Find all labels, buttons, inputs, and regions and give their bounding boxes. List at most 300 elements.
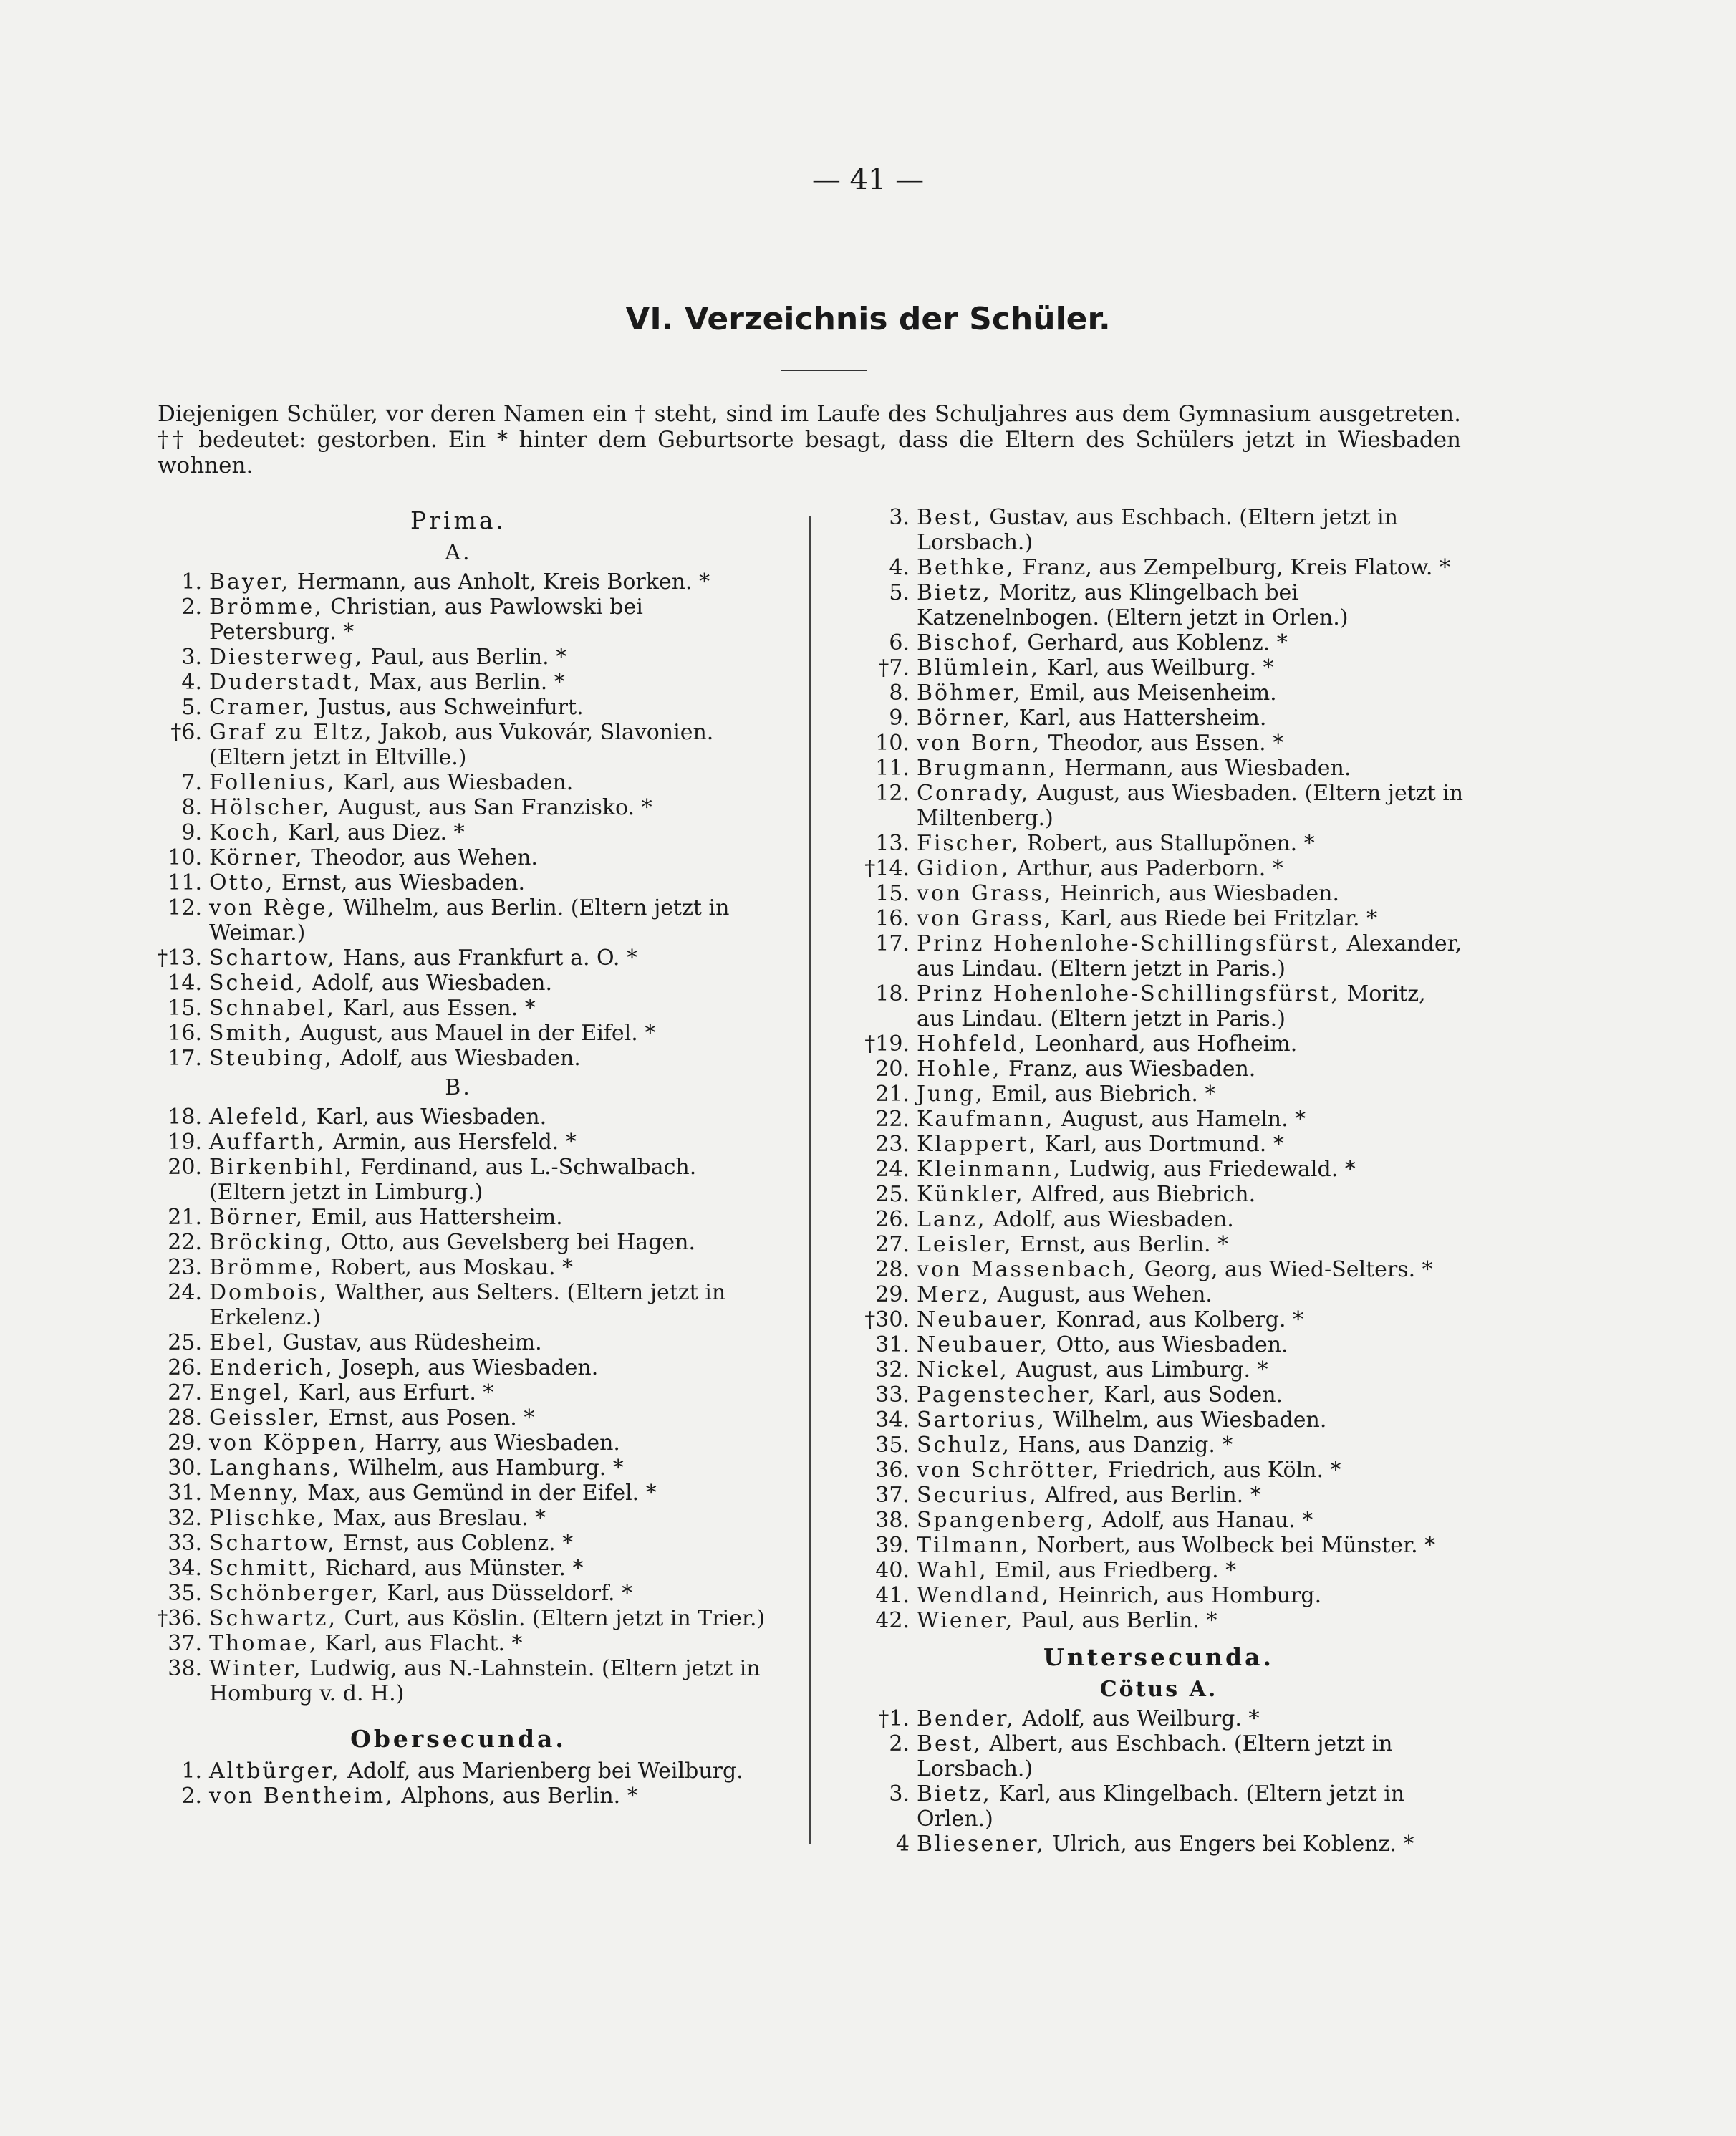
student-name: Prinz Hohenlohe-Schillingsfürst,: [917, 981, 1340, 1006]
student-entry: [143, 1531, 773, 1556]
student-details: Heinrich, aus Wiesbaden.: [1053, 881, 1339, 906]
student-name: Nickel,: [917, 1357, 1009, 1382]
student-entry: [143, 645, 773, 670]
entry-number: 37.: [875, 1483, 910, 1508]
entry-text: [209, 595, 773, 645]
student-details: Moritz, aus Lindau. (Eltern jetzt in Paris.): [917, 981, 1426, 1031]
student-name: Schönberger,: [209, 1581, 380, 1606]
student-name: Körner,: [209, 845, 304, 870]
student-entry: [851, 1781, 1467, 1832]
prima-a-list: [143, 569, 773, 1071]
student-entry: [851, 1706, 1467, 1731]
entry-number: 38.: [875, 1508, 910, 1533]
student-entry: [851, 781, 1467, 831]
entry-number: 31.: [168, 1481, 202, 1506]
student-entry: [851, 1282, 1467, 1307]
student-details: Karl, aus Essen. *: [335, 996, 536, 1021]
student-details: Konrad, aus Kolberg. *: [1049, 1307, 1304, 1332]
student-name: von Köppen,: [209, 1430, 368, 1456]
entry-text: [917, 1107, 1467, 1132]
entry-number: 10.: [168, 845, 202, 870]
entry-text: [209, 670, 773, 695]
student-entry: [851, 1731, 1467, 1781]
student-name: Menny,: [209, 1481, 301, 1506]
student-entry: [143, 795, 773, 820]
entry-text: [209, 795, 773, 820]
entry-number: 12.: [168, 895, 202, 920]
entry-number: 28.: [875, 1257, 910, 1282]
student-entry: [851, 931, 1467, 981]
entry-number: 14.: [168, 971, 202, 996]
student-name: Schartow,: [209, 1531, 337, 1556]
student-entry: [143, 1405, 773, 1430]
student-entry: [143, 569, 773, 595]
student-name: Scheid,: [209, 971, 305, 996]
page-number: — 41 —: [811, 163, 925, 196]
entry-text: [209, 820, 773, 845]
entry-text: [917, 1031, 1467, 1057]
student-details: Max, aus Berlin. *: [362, 670, 565, 695]
student-entry: [851, 1433, 1467, 1458]
student-name: Jung,: [917, 1082, 985, 1107]
entry-number: 35.: [875, 1433, 910, 1458]
entry-number: †19.: [864, 1031, 910, 1057]
entry-text: [917, 1558, 1467, 1583]
entry-number: 21.: [168, 1205, 202, 1230]
student-entry: [851, 1583, 1467, 1608]
student-entry: [851, 1332, 1467, 1357]
student-name: Birkenbihl,: [209, 1155, 354, 1180]
entry-text: [209, 1581, 773, 1606]
student-details: Adolf, aus Marienberg bei Weilburg.: [340, 1759, 743, 1784]
entry-number: 2.: [181, 595, 202, 620]
entry-number: 15.: [168, 996, 202, 1021]
student-details: Ulrich, aus Engers bei Koblenz. *: [1045, 1832, 1414, 1857]
student-entry: [143, 946, 773, 971]
right-column: [851, 505, 1467, 1857]
student-entry: [143, 1631, 773, 1656]
student-details: Karl, aus Riede bei Fritzlar. *: [1053, 906, 1378, 931]
entry-number: 34.: [875, 1408, 910, 1433]
student-details: Ludwig, aus Friedewald. *: [1062, 1157, 1356, 1182]
student-details: Arthur, aus Paderborn. *: [1010, 856, 1283, 881]
student-name: Neubauer,: [917, 1307, 1050, 1332]
student-entry: [143, 971, 773, 996]
prima-b-heading: B.: [445, 1075, 472, 1100]
student-details: Emil, aus Friedberg. *: [988, 1558, 1237, 1583]
student-details: Karl, aus Weilburg. *: [1040, 655, 1274, 680]
coetus-a-heading: Cötus A.: [1099, 1677, 1218, 1702]
student-entry: [143, 996, 773, 1021]
entry-number: 19.: [168, 1130, 202, 1155]
entry-text: [209, 645, 773, 670]
entry-text: [917, 1157, 1467, 1182]
student-name: Klappert,: [917, 1132, 1038, 1157]
student-details: Hermann, aus Anholt, Kreis Borken. *: [290, 569, 710, 595]
entry-text: [209, 1531, 773, 1556]
entry-number: 22.: [875, 1107, 910, 1132]
student-name: Ebel,: [209, 1330, 276, 1355]
student-entry: [143, 1021, 773, 1046]
student-name: Neubauer,: [917, 1332, 1050, 1357]
entry-number: 24.: [168, 1280, 202, 1305]
entry-text: [917, 781, 1467, 831]
entry-text: [917, 731, 1467, 756]
student-details: Gustav, aus Eschbach. (Eltern jetzt in Lorsbach.): [917, 505, 1398, 555]
student-details: Karl, aus Diez. *: [281, 820, 465, 845]
student-name: Koch,: [209, 820, 281, 845]
student-name: Langhans,: [209, 1456, 342, 1481]
student-name: Wiener,: [917, 1608, 1015, 1633]
student-name: Schartow,: [209, 946, 337, 971]
entry-text: [209, 1456, 773, 1481]
student-name: Altbürger,: [209, 1759, 341, 1784]
student-entry: [143, 1130, 773, 1155]
entry-text: [209, 1230, 773, 1255]
entry-text: [209, 1255, 773, 1280]
student-name: Bliesener,: [917, 1832, 1046, 1857]
student-entry: [143, 1255, 773, 1280]
entry-text: [209, 1021, 773, 1046]
student-details: Adolf, aus Weilburg. *: [1015, 1706, 1260, 1731]
entry-text: [917, 1483, 1467, 1508]
student-entry: [851, 1558, 1467, 1583]
student-name: Börner,: [917, 706, 1013, 731]
entry-number: 23.: [168, 1255, 202, 1280]
student-entry: [851, 505, 1467, 555]
title-divider: [781, 370, 867, 371]
entry-number: 17.: [875, 931, 910, 956]
student-name: Schwartz,: [209, 1606, 337, 1631]
student-name: Schnabel,: [209, 996, 336, 1021]
entry-text: [917, 1533, 1467, 1558]
student-details: Max, aus Gemünd in der Eifel. *: [300, 1481, 657, 1506]
student-entry: [143, 820, 773, 845]
student-entry: [851, 856, 1467, 881]
entry-number: 36.: [875, 1458, 910, 1483]
student-name: Brugmann,: [917, 756, 1058, 781]
student-entry: [143, 1205, 773, 1230]
entry-text: [209, 1046, 773, 1071]
entry-text: [209, 996, 773, 1021]
entry-text: [209, 1380, 773, 1405]
entry-number: 2.: [181, 1784, 202, 1809]
entry-text: [917, 1781, 1467, 1832]
entry-text: [917, 655, 1467, 680]
student-name: Bethke,: [917, 555, 1016, 580]
entry-text: [209, 1280, 773, 1330]
entry-text: [917, 1332, 1467, 1357]
entry-number: †36.: [157, 1606, 202, 1631]
student-details: Adolf, aus Wiesbaden.: [333, 1046, 581, 1071]
entry-text: [917, 580, 1467, 630]
entry-number: 5.: [889, 580, 910, 605]
student-entry: [851, 1157, 1467, 1182]
student-name: Hohle,: [917, 1057, 1002, 1082]
student-entry: [143, 1105, 773, 1130]
student-entry: [143, 1481, 773, 1506]
student-entry: [851, 1508, 1467, 1533]
entry-text: [209, 1606, 773, 1631]
entry-number: 9.: [889, 706, 910, 731]
entry-number: 18.: [168, 1105, 202, 1130]
entry-number: 26.: [168, 1355, 202, 1380]
student-details: Karl, aus Flacht. *: [318, 1631, 523, 1656]
student-details: Alfred, aus Berlin. *: [1038, 1483, 1261, 1508]
entry-text: [917, 1382, 1467, 1408]
student-entry: [143, 870, 773, 895]
entry-number: 41.: [875, 1583, 910, 1608]
entry-number: 8.: [181, 795, 202, 820]
student-details: Wilhelm, aus Wiesbaden.: [1046, 1408, 1327, 1433]
student-details: Gerhard, aus Koblenz. *: [1020, 630, 1288, 655]
obersecunda-cont-list: [851, 505, 1467, 1633]
entry-text: [917, 1731, 1467, 1781]
entry-number: 18.: [875, 981, 910, 1006]
student-entry: [143, 1280, 773, 1330]
student-entry: [143, 1606, 773, 1631]
student-entry: [851, 680, 1467, 706]
student-details: Emil, aus Hattersheim.: [304, 1205, 563, 1230]
entry-text: [209, 1656, 773, 1706]
prima-a-heading: A.: [445, 540, 472, 565]
entry-number: 11.: [875, 756, 910, 781]
left-column: [143, 505, 773, 1809]
student-entry: [851, 1257, 1467, 1282]
entry-number: 16.: [875, 906, 910, 931]
entry-text: [209, 1481, 773, 1506]
student-entry: [143, 1046, 773, 1071]
student-entry: [851, 1608, 1467, 1633]
entry-number: 11.: [168, 870, 202, 895]
student-details: August, aus Wehen.: [990, 1282, 1212, 1307]
student-name: Dombois,: [209, 1280, 329, 1305]
student-details: Alexander, aus Lindau. (Eltern jetzt in Paris.): [917, 931, 1462, 981]
student-entry: [143, 845, 773, 870]
entry-number: 37.: [168, 1631, 202, 1656]
student-entry: [143, 1556, 773, 1581]
student-name: Blümlein,: [917, 655, 1041, 680]
entry-number: 1.: [181, 569, 202, 595]
entry-text: [917, 1508, 1467, 1533]
student-details: Hans, aus Danzig. *: [1011, 1433, 1233, 1458]
entry-number: 32.: [168, 1506, 202, 1531]
student-name: von Grass,: [917, 906, 1053, 931]
student-entry: [851, 1382, 1467, 1408]
entry-text: [917, 1082, 1467, 1107]
student-details: Paul, aus Berlin. *: [1014, 1608, 1217, 1633]
entry-text: [209, 1506, 773, 1531]
student-name: Plischke,: [209, 1506, 327, 1531]
entry-number: 28.: [168, 1405, 202, 1430]
student-entry: [143, 1456, 773, 1481]
entry-number: 15.: [875, 881, 910, 906]
student-name: Sartorius,: [917, 1408, 1047, 1433]
entry-number: 40.: [875, 1558, 910, 1583]
student-details: Hermann, aus Wiesbaden.: [1057, 756, 1351, 781]
student-entry: [851, 706, 1467, 731]
entry-number: 4.: [181, 670, 202, 695]
entry-text: [917, 1232, 1467, 1257]
student-details: Ernst, aus Wiesbaden.: [274, 870, 526, 895]
entry-number: 27.: [168, 1380, 202, 1405]
student-details: Ferdinand, aus L.-Schwalbach. (Eltern jetzt in Limburg.): [209, 1155, 697, 1205]
entry-number: 8.: [889, 680, 910, 706]
entry-text: [209, 1759, 773, 1784]
student-entry: [851, 906, 1467, 931]
student-name: Wendland,: [917, 1583, 1051, 1608]
student-name: Hölscher,: [209, 795, 332, 820]
entry-text: [209, 870, 773, 895]
entry-number: 32.: [875, 1357, 910, 1382]
student-details: Heinrich, aus Homburg.: [1051, 1583, 1322, 1608]
student-details: Emil, aus Meisenheim.: [1022, 680, 1277, 706]
entry-text: [917, 1307, 1467, 1332]
student-name: Wahl,: [917, 1558, 988, 1583]
student-details: Ernst, aus Posen. *: [322, 1405, 535, 1430]
entry-text: [917, 1057, 1467, 1082]
entry-number: †1.: [878, 1706, 910, 1731]
student-details: Albert, aus Eschbach. (Eltern jetzt in Lorsbach.): [917, 1731, 1393, 1781]
entry-number: 35.: [168, 1581, 202, 1606]
student-details: Theodor, aus Wehen.: [304, 845, 538, 870]
student-entry: [851, 1408, 1467, 1433]
student-details: Hans, aus Frankfurt a. O. *: [336, 946, 637, 971]
student-name: Bender,: [917, 1706, 1016, 1731]
student-details: Karl, aus Soden.: [1096, 1382, 1283, 1408]
student-entry: [143, 720, 773, 770]
student-entry: [851, 1031, 1467, 1057]
student-details: Ernst, aus Coblenz. *: [336, 1531, 574, 1556]
student-name: Künkler,: [917, 1182, 1025, 1207]
student-details: Robert, aus Moskau. *: [323, 1255, 574, 1280]
entry-text: [209, 971, 773, 996]
student-name: Auffarth,: [209, 1130, 327, 1155]
student-name: Kleinmann,: [917, 1157, 1063, 1182]
entry-number: †7.: [878, 655, 910, 680]
student-entry: [851, 655, 1467, 680]
student-entry: [143, 1784, 773, 1809]
entry-text: [917, 706, 1467, 731]
entry-number: 29.: [168, 1430, 202, 1456]
student-entry: [851, 1132, 1467, 1157]
student-entry: [851, 831, 1467, 856]
student-details: Otto, aus Gevelsberg bei Hagen.: [334, 1230, 696, 1255]
entry-number: 1.: [181, 1759, 202, 1784]
student-entry: [143, 595, 773, 645]
entry-number: 30.: [168, 1456, 202, 1481]
student-name: Schulz,: [917, 1433, 1011, 1458]
student-name: Graf zu Eltz,: [209, 720, 374, 745]
student-entry: [851, 630, 1467, 655]
student-details: Karl, aus Wiesbaden.: [336, 770, 574, 795]
student-details: August, aus Limburg. *: [1008, 1357, 1268, 1382]
entry-number: 23.: [875, 1132, 910, 1157]
student-name: Enderich,: [209, 1355, 334, 1380]
student-entry: [851, 1483, 1467, 1508]
entry-number: 6.: [889, 630, 910, 655]
obersecunda-heading: Obersecunda.: [350, 1725, 566, 1753]
student-details: Justus, aus Schweinfurt.: [311, 695, 584, 720]
entry-text: [917, 756, 1467, 781]
student-name: von Rège,: [209, 895, 337, 920]
entry-number: 24.: [875, 1157, 910, 1182]
entry-number: 4: [895, 1832, 910, 1857]
student-entry: [851, 1057, 1467, 1082]
student-entry: [143, 1581, 773, 1606]
entry-number: 20.: [168, 1155, 202, 1180]
student-details: Richard, aus Münster. *: [318, 1556, 584, 1581]
entry-number: 5.: [181, 695, 202, 720]
student-name: Brömme,: [209, 595, 324, 620]
entry-text: [917, 856, 1467, 881]
entry-number: 17.: [168, 1046, 202, 1071]
student-details: Adolf, aus Wiesbaden.: [304, 971, 553, 996]
student-details: Alphons, aus Berlin. *: [394, 1784, 638, 1809]
student-entry: [851, 1232, 1467, 1257]
student-name: Otto,: [209, 870, 275, 895]
student-name: Hohfeld,: [917, 1031, 1028, 1057]
student-name: von Massenbach,: [917, 1257, 1138, 1282]
student-name: Follenius,: [209, 770, 337, 795]
entry-number: 9.: [181, 820, 202, 845]
student-name: Böhmer,: [917, 680, 1023, 706]
entry-text: [209, 1430, 773, 1456]
student-details: Curt, aus Köslin. (Eltern jetzt in Trier.): [337, 1606, 766, 1631]
entry-number: 33.: [875, 1382, 910, 1408]
entry-number: 3.: [889, 505, 910, 530]
entry-number: 25.: [875, 1182, 910, 1207]
student-details: Karl, aus Dortmund. *: [1038, 1132, 1284, 1157]
student-name: von Grass,: [917, 881, 1053, 906]
student-entry: [851, 881, 1467, 906]
student-details: Ludwig, aus N.-Lahnstein. (Eltern jetzt in Homburg v. d. H.): [209, 1656, 761, 1706]
student-name: Pagenstecher,: [917, 1382, 1097, 1408]
entry-text: [209, 1205, 773, 1230]
entry-text: [917, 906, 1467, 931]
intro-paragraph: Diejenigen Schüler, vor deren Namen ein † steht, sind im Laufe des Schuljahres aus dem Gymnasium ausgetreten. †† bedeutet: gestorben. Ein * hinter dem Geburtsorte besagt, dass die Eltern des Schülers jetzt in Wiesbaden wohnen.: [158, 401, 1461, 478]
prima-b-list: [143, 1105, 773, 1706]
entry-text: [917, 931, 1467, 981]
student-entry: [851, 1107, 1467, 1132]
student-entry: [851, 580, 1467, 630]
student-entry: [851, 981, 1467, 1031]
student-details: Paul, aus Berlin. *: [364, 645, 567, 670]
entry-number: 34.: [168, 1556, 202, 1581]
entry-text: [209, 1155, 773, 1205]
entry-text: [209, 1330, 773, 1355]
entry-number: 38.: [168, 1656, 202, 1681]
entry-number: 22.: [168, 1230, 202, 1255]
student-name: Kaufmann,: [917, 1107, 1055, 1132]
student-details: Emil, aus Biebrich. *: [984, 1082, 1216, 1107]
student-details: August, aus Wiesbaden. (Eltern jetzt in Miltenberg.): [917, 781, 1464, 831]
student-details: Ernst, aus Berlin. *: [1013, 1232, 1229, 1257]
student-entry: [143, 1380, 773, 1405]
entry-text: [209, 569, 773, 595]
student-name: Thomae,: [209, 1631, 319, 1656]
student-name: von Bentheim,: [209, 1784, 395, 1809]
entry-text: [209, 1130, 773, 1155]
student-details: Max, aus Breslau. *: [326, 1506, 546, 1531]
student-details: Karl, aus Hattersheim.: [1012, 706, 1267, 731]
student-details: Karl, aus Klingelbach. (Eltern jetzt in Orlen.): [917, 1781, 1405, 1832]
student-details: Adolf, aus Wiesbaden.: [986, 1207, 1234, 1232]
student-details: Norbert, aus Wolbeck bei Münster. *: [1029, 1533, 1436, 1558]
student-details: Karl, aus Erfurt. *: [291, 1380, 494, 1405]
entry-text: [209, 770, 773, 795]
student-name: Bietz,: [917, 580, 992, 605]
